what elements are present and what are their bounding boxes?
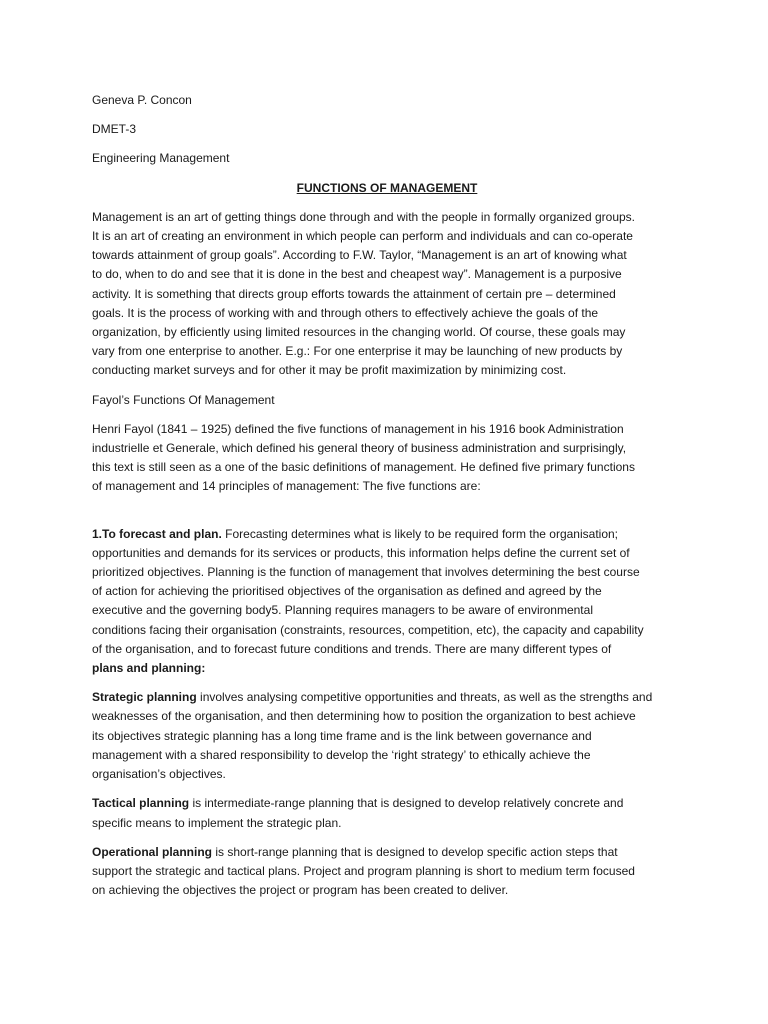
strategic-line: its objectives strategic planning has a long time frame and is the link between governance and [92, 728, 592, 743]
fayol-paragraph [92, 420, 682, 497]
strategic-first-text: involves analysing competitive opportunities and threats, as well as the strengths and [196, 690, 653, 705]
forecast-paragraph [92, 525, 682, 679]
operational-lead: Operational planning [92, 844, 213, 859]
forecast-line: opportunities and demands for its services or products, this information helps define the current set of [92, 545, 630, 560]
tactical-lead: Tactical planning [92, 796, 190, 811]
strategic-paragraph [92, 688, 682, 784]
forecast-line: conditions facing their organisation (constraints, resources, competition, etc), the capacity and capability [92, 622, 644, 637]
forecast-line: executive and the governing body5. Planning requires managers to be aware of environmental [92, 603, 593, 618]
fayol-line: industrielle et Generale, which defined his general theory of business administration and surprisingly, [92, 441, 627, 456]
forecast-lead: 1.To forecast and plan. [92, 526, 222, 541]
operational-line: on achieving the objectives the project or program has been created to deliver. [92, 883, 509, 898]
fayol-heading: Fayol’s Functions Of Management [92, 392, 275, 407]
intro-line: Management is an art of getting things done through and with the people in formally organized groups. [92, 209, 636, 224]
intro-line: organization, by efficiently using limited resources in the changing world. Of course, these goals may [92, 325, 626, 340]
intro-line: vary from one enterprise to another. E.g.: For one enterprise it may be launching of new products by [92, 344, 623, 359]
document-body [92, 91, 682, 900]
strategic-line: organisation’s objectives. [92, 767, 226, 782]
forecast-first-line [92, 525, 682, 544]
strategic-lead: Strategic planning [92, 690, 197, 705]
fayol-line: Henri Fayol (1841 – 1925) defined the five functions of management in his 1916 book Administration [92, 421, 624, 436]
section-code: DMET-3 [92, 122, 137, 137]
course-name: Engineering Management [92, 151, 230, 166]
document-title: FUNCTIONS OF MANAGEMENT [296, 180, 478, 195]
author-name: Geneva P. Concon [92, 93, 192, 107]
forecast-line: of action for achieving the prioritised objectives of the organisation as defined and agreed by the [92, 584, 602, 599]
tactical-paragraph [92, 794, 682, 832]
strategic-line: management with a shared responsibility to develop the ‘right strategy’ to ethically achieve the [92, 747, 591, 762]
intro-paragraph [92, 208, 682, 381]
forecast-line: of the organisation, and to forecast future conditions and trends. There are many different types of [92, 641, 612, 656]
operational-paragraph [92, 843, 682, 901]
forecast-last-line: plans and planning: [92, 661, 206, 676]
intro-line: activity. It is something that directs group efforts towards the attainment of certain pre – determined [92, 286, 616, 301]
tactical-line: specific means to implement the strategic plan. [92, 815, 342, 830]
forecast-first-text: Forecasting determines what is likely to be required form the organisation; [221, 526, 619, 541]
intro-line: conducting market surveys and for other it may be profit maximization by minimizing cost. [92, 363, 567, 378]
intro-line: goals. It is the process of working with and through others to effectively achieve the goals of the [92, 305, 599, 320]
tactical-first-text: is intermediate-range planning that is designed to develop relatively concrete and [189, 796, 624, 811]
intro-line: to do, when to do and see that it is done in the best and cheapest way”. Management is a purposive [92, 267, 622, 282]
fayol-line: of management and 14 principles of management: The five functions are: [92, 479, 481, 494]
operational-first-text: is short-range planning that is designed to develop specific action steps that [212, 844, 618, 859]
strategic-first-line [92, 688, 682, 707]
forecast-line: prioritized objectives. Planning is the function of management that involves determining the best course [92, 565, 640, 580]
fayol-line: this text is still seen as a one of the basic definitions of management. He defined five primary functions [92, 460, 635, 475]
strategic-line: weaknesses of the organisation, and then determining how to position the organization to best achieve [92, 709, 636, 724]
operational-first-line [92, 843, 682, 862]
intro-line: towards attainment of group goals”. According to F.W. Taylor, “Management is an art of knowing what [92, 248, 627, 263]
tactical-first-line [92, 794, 682, 813]
operational-line: support the strategic and tactical plans. Project and program planning is short to medium term focused [92, 863, 635, 878]
intro-line: It is an art of creating an environment in which people can perform and individuals and can co-operate [92, 229, 633, 244]
